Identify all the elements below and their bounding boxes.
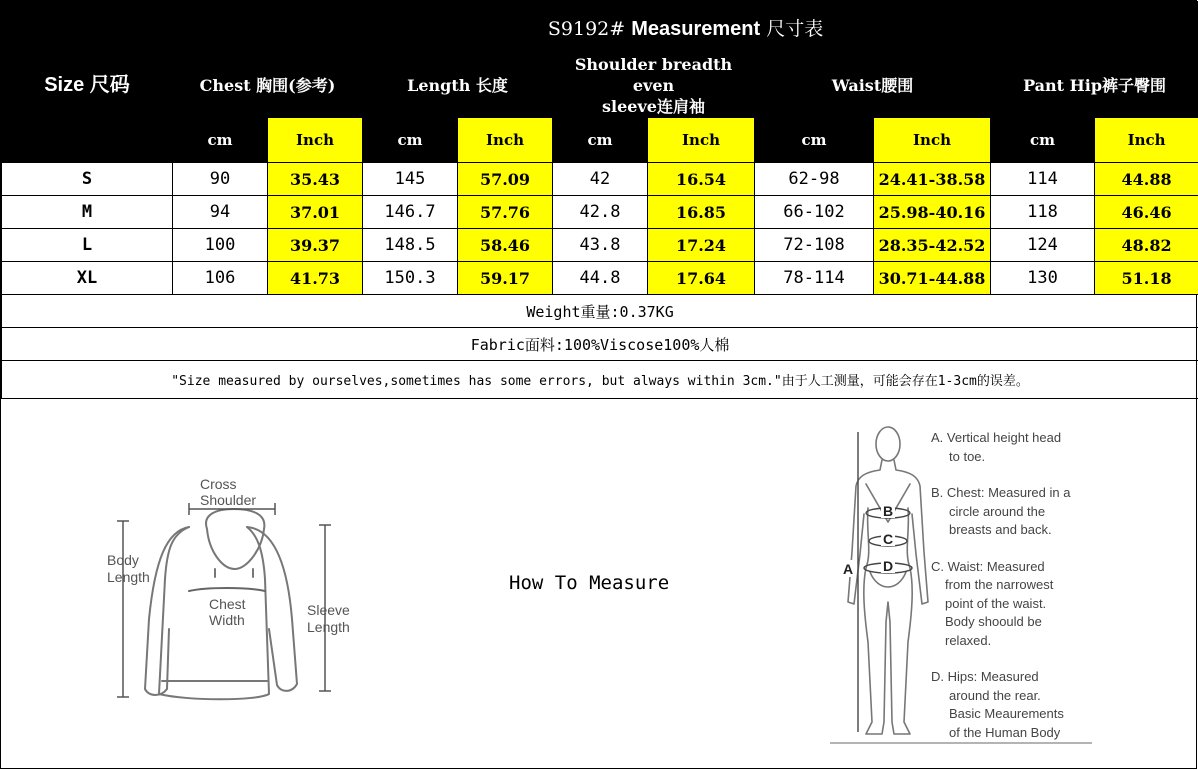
size-label: L: [2, 229, 173, 262]
instruction-b-line-1: B. Chest: Measured in a: [931, 485, 1071, 500]
size-label: M: [2, 196, 173, 229]
weight-note: Weight重量:0.37KG: [2, 295, 1198, 328]
chart-title: [173, 2, 1198, 54]
hip-cm: 118: [991, 196, 1095, 229]
waist-inch-header: Inch: [874, 118, 991, 163]
hip-header: Pant Hip裤子臀围: [991, 54, 1198, 118]
hip-inch: 46.46: [1095, 196, 1198, 229]
size-label: XL: [2, 262, 173, 295]
length-cm: 148.5: [363, 229, 458, 262]
shoulder-cm: 42.8: [553, 196, 648, 229]
waist-header: Waist腰围: [755, 54, 991, 118]
cross-shoulder-label-1: Cross: [200, 476, 237, 492]
body-length-label-2: Length: [107, 569, 150, 585]
length-cm: 146.7: [363, 196, 458, 229]
hip-inch: 48.82: [1095, 229, 1198, 262]
chest-header: Chest 胸围(参考): [173, 54, 363, 118]
hip-inch: 51.18: [1095, 262, 1198, 295]
how-to-measure-section: [2, 394, 1197, 769]
instruction-c-line-5: relaxed.: [945, 632, 992, 648]
length-cm: 145: [363, 163, 458, 196]
hip-inch-header: Inch: [1095, 118, 1198, 163]
chest-cm: 100: [173, 229, 268, 262]
length-header: Length 长度: [363, 54, 553, 118]
sweater-diagram: [97, 469, 377, 709]
chest-width-label-2: Width: [209, 612, 245, 628]
title-measurement: Measurement: [631, 18, 761, 40]
instruction-c-line-3: point of the waist.: [945, 595, 1047, 611]
chest-cm: 106: [173, 262, 268, 295]
waist-inch: 24.41-38.58: [874, 163, 991, 196]
table-row: [2, 229, 1198, 262]
length-inch-header: Inch: [458, 118, 553, 163]
chest-cm: 90: [173, 163, 268, 196]
fabric-note: Fabric面料:100%Viscose100%人棉: [2, 328, 1198, 361]
shoulder-inch: 17.24: [648, 229, 755, 262]
instruction-b-line-3: breasts and back.: [949, 522, 1052, 537]
hip-cm: 130: [991, 262, 1095, 295]
hip-cm: 114: [991, 163, 1095, 196]
shoulder-inch: 16.85: [648, 196, 755, 229]
shoulder-cm: 44.8: [553, 262, 648, 295]
shoulder-header: [553, 54, 755, 118]
figure-label-d: D: [883, 558, 894, 574]
hip-inch: 44.88: [1095, 163, 1198, 196]
length-inch: 57.09: [458, 163, 553, 196]
hip-cm-header: cm: [991, 118, 1095, 163]
shoulder-cm: 42: [553, 163, 648, 196]
chest-inch: 41.73: [268, 262, 363, 295]
shoulder-header-line2: sleeve连肩袖: [602, 97, 705, 116]
instruction-c: [931, 558, 1111, 651]
table-row: [2, 163, 1198, 196]
chest-inch: 37.01: [268, 196, 363, 229]
measure-instructions: [931, 429, 1111, 742]
title-code: S9192#: [547, 18, 626, 40]
instruction-b-line-2: circle around the: [949, 503, 1046, 519]
table-row: [2, 262, 1198, 295]
instruction-c-line-1: C. Waist: Measured: [931, 558, 1045, 574]
chest-cm: 94: [173, 196, 268, 229]
body-length-label-1: Body: [107, 552, 139, 568]
instruction-d-line-1: D. Hips: Measured: [931, 669, 1039, 684]
chest-inch: 35.43: [268, 163, 363, 196]
shoulder-inch-header: Inch: [648, 118, 755, 163]
chest-inch-header: Inch: [268, 118, 363, 163]
instruction-c-line-4: Body shoould be: [945, 614, 1042, 629]
shoulder-inch: 17.64: [648, 262, 755, 295]
instruction-a: [931, 429, 1111, 466]
figure-label-c: C: [883, 531, 894, 547]
waist-cm: 62-98: [755, 163, 874, 196]
instruction-d-line-3: Basic Meaurements: [949, 706, 1064, 721]
instruction-d-line-2: around the rear.: [949, 687, 1041, 703]
length-inch: 57.76: [458, 196, 553, 229]
waist-cm-header: cm: [755, 118, 874, 163]
sleeve-length-label-2: Length: [307, 619, 350, 635]
figure-label-b: B: [883, 503, 894, 519]
length-cm-header: cm: [363, 118, 458, 163]
length-inch: 59.17: [458, 262, 553, 295]
shoulder-inch: 16.54: [648, 163, 755, 196]
size-label: S: [2, 163, 173, 196]
shoulder-cm-header: cm: [553, 118, 648, 163]
table-row: [2, 196, 1198, 229]
length-cm: 150.3: [363, 262, 458, 295]
instruction-b: [931, 484, 1111, 540]
cross-shoulder-label-2: Shoulder: [200, 492, 257, 508]
instruction-a-line-1: A. Vertical height head: [931, 430, 1062, 445]
size-column-header: Size 尺码: [2, 2, 173, 163]
waist-inch: 30.71-44.88: [874, 262, 991, 295]
waist-inch: 25.98-40.16: [874, 196, 991, 229]
waist-inch: 28.35-42.52: [874, 229, 991, 262]
hip-cm: 124: [991, 229, 1095, 262]
title-cn: 尺寸表: [766, 18, 824, 40]
waist-cm: 78-114: [755, 262, 874, 295]
measurement-table: [1, 1, 1198, 399]
shoulder-cm: 43.8: [553, 229, 648, 262]
instruction-c-line-2: from the narrowest: [945, 577, 1054, 592]
instruction-d-line-4: of the Human Body: [949, 724, 1061, 740]
shoulder-header-line1: Shoulder breadth even: [574, 55, 733, 95]
chest-inch: 39.37: [268, 229, 363, 262]
how-to-measure-title: How To Measure: [509, 572, 670, 594]
chest-cm-header: cm: [173, 118, 268, 163]
sleeve-length-label-1: Sleeve: [307, 602, 350, 618]
instruction-d: [931, 668, 1111, 742]
disclaimer-note: "Size measured by ourselves,sometimes has some errors, but always within 3cm."由于人工测量，可能会存在1-3cm的误差。: [2, 361, 1198, 399]
waist-cm: 66-102: [755, 196, 874, 229]
instruction-a-line-2: to toe.: [949, 448, 986, 464]
figure-label-a: A: [843, 561, 854, 577]
chest-width-label-1: Chest: [209, 596, 246, 612]
length-inch: 58.46: [458, 229, 553, 262]
waist-cm: 72-108: [755, 229, 874, 262]
